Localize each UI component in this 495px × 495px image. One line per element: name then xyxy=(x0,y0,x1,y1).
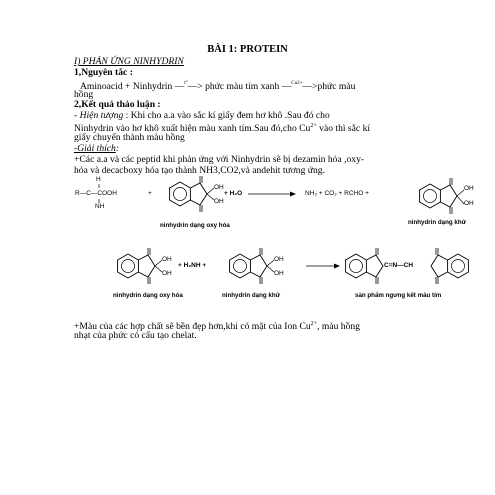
explain-heading: -Giải thích: xyxy=(74,143,120,154)
oh-2b: OH xyxy=(464,200,474,207)
explain-line-2: hóa và decacboxy hóa tạo thành NH3,CO2,và andehit tương ứng. xyxy=(74,165,325,176)
product-left-ring xyxy=(346,248,383,284)
principle-line-2: hồng xyxy=(74,89,94,100)
principle-part-b: > phức màu tím xanh xyxy=(197,81,280,92)
explain-line-1: +Các a.a và các peptid khi phản ứng với Ninhydrin sẽ bị dezamin hóa ,oxy- xyxy=(74,154,365,165)
oh-1a: OH xyxy=(214,184,224,191)
oh-4a: OH xyxy=(274,256,284,263)
ninhydrin-oxidized-structure-1 xyxy=(170,176,207,212)
phenomenon-label: - Hiện tượng xyxy=(74,110,124,121)
ninhydrin-reduced-structure-1 xyxy=(420,178,457,214)
note-line-1: +Màu của các hợp chất sẽ bền đẹp hơn,khi có mặt của Ion $Cu^{2+}$, màu hồng xyxy=(74,321,360,332)
results-heading: 2,Kết quả thảo luận : xyxy=(74,99,161,110)
product-right-ring xyxy=(431,248,468,284)
oh-3a: OH xyxy=(162,256,172,263)
principle-part-a: Aminoacid + Ninhydrin xyxy=(80,81,173,92)
note-line-2: nhạt của phức có cấu tạo chelat. xyxy=(74,330,197,341)
label-ninhydrin-oxidized-1: ninhydrin dạng oxy hóa xyxy=(160,222,230,229)
product-bridge: C=N—CH xyxy=(384,262,414,269)
water-reagent: + H₂O xyxy=(224,190,243,197)
oh-4b: OH xyxy=(274,270,284,277)
explain-label: -Giải thích xyxy=(74,143,116,154)
principle-heading: 1,Nguyên tắc : xyxy=(74,67,133,78)
label-ninhydrin-reduced-1: ninhydrin dạng khử xyxy=(408,219,467,226)
ninhydrin-oxidized-structure-2 xyxy=(118,248,155,284)
label-condensation-product: sản phẩm ngưng kết màu tím xyxy=(355,292,442,299)
phenomenon-line-1: - Hiện tượng : Khi cho a.a vào sắc kí giấy đem hơ khô .Sau đó cho xyxy=(74,110,330,121)
principle-arrow-2: —$^{Cu2+}$— xyxy=(281,81,313,92)
phenomenon-line-2: Ninhydrin vào hơ khô xuất hiện màu xanh tím.Sau đó,cho $Cu^{2+}$ vào thì sắc kí xyxy=(74,123,371,134)
oh-3b: OH xyxy=(162,270,172,277)
amino-acid-h: H xyxy=(96,176,101,183)
principle-arrow-1: —$^{t^\circ}$— xyxy=(174,81,198,92)
principle-part-c: >phức màu xyxy=(312,81,356,92)
amino-acid-nh: NH xyxy=(95,203,105,210)
ninhydrin-reduced-structure-2 xyxy=(230,248,267,284)
document-title: BÀI 1: PROTEIN xyxy=(207,44,288,55)
label-ninhydrin-reduced-2: ninhydrin dạng khử xyxy=(222,292,281,299)
plus-sign-1: + xyxy=(148,190,152,197)
amino-acid-formula: R—C—COOH xyxy=(75,190,117,197)
section-heading: I) PHẢN ỨNG NINHYDRIN xyxy=(74,56,184,67)
label-ninhydrin-oxidized-2: ninhydrin dạng oxy hóa xyxy=(113,292,183,299)
oh-1b: OH xyxy=(214,198,224,205)
phenomenon-line-3: giấy chuyển thành màu hồng xyxy=(74,132,185,143)
oh-2a: OH xyxy=(464,185,474,192)
ammonia-reagent: + H₂NH + xyxy=(178,262,207,269)
reaction-1-products: NH₃ + CO₂ + RCHO + xyxy=(305,190,369,197)
